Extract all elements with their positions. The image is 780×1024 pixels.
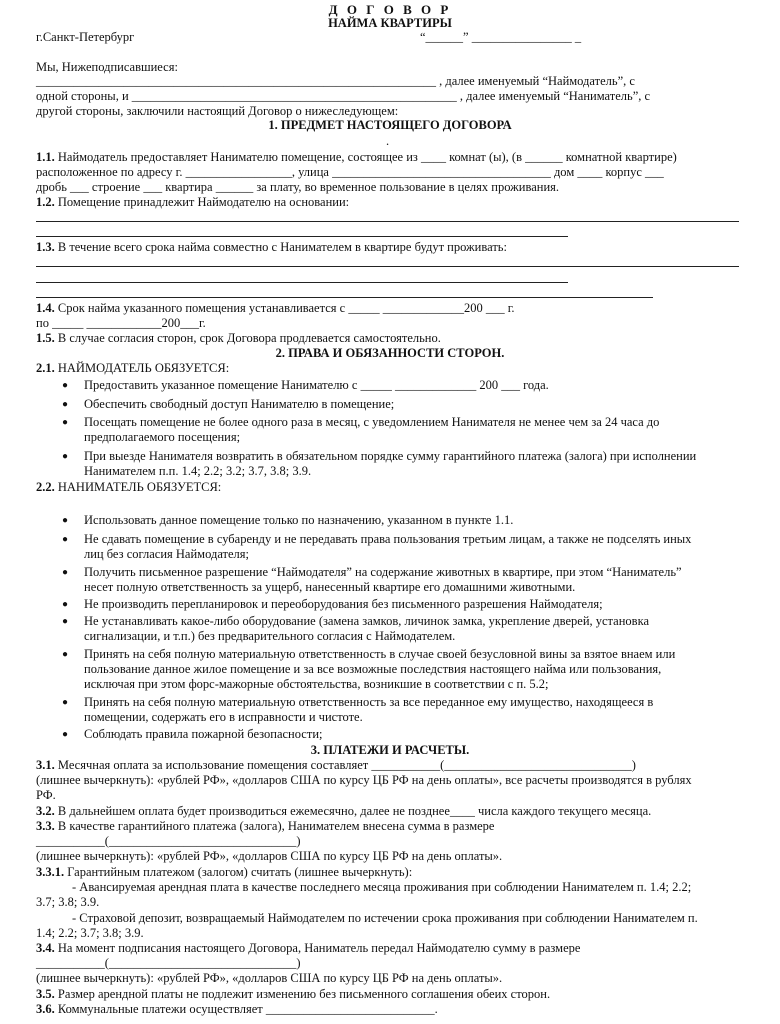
- clause-1-1-line-3: дробь ___ строение ___ квартира ______ за плату, во временное пользование в целях проживания.: [36, 180, 560, 194]
- clause-3-2-text: В дальнейшем оплата будет производиться ежемесячно, далее не позднее____ числа каждого текущего месяца.: [57, 804, 652, 818]
- clause-3-5-number: 3.5.: [36, 987, 55, 1001]
- clause-3-1-number: 3.1.: [36, 758, 55, 772]
- blank-line: [36, 236, 568, 237]
- section-1-heading: 1. ПРЕДМЕТ НАСТОЯЩЕГО ДОГОВОРА: [268, 118, 512, 132]
- tenant-duty-2: Не сдавать помещение в субаренду и не передавать права пользования третьим лицам, а также не подселять иных: [84, 532, 692, 546]
- clause-2-1: [36, 361, 229, 376]
- clause-1-1: [36, 150, 677, 165]
- clause-1-2: [36, 195, 349, 210]
- clause-3-5-text: Размер арендной платы не подлежит изменению без письменного соглашения обеих сторон.: [57, 987, 551, 1001]
- clause-2-1-number: 2.1.: [36, 361, 55, 375]
- bullet-icon: ●: [62, 534, 69, 545]
- clause-1-5-text: В случае согласия сторон, срок Договора продлевается самостоятельно.: [57, 331, 441, 345]
- city: г.Санкт-Петербург: [36, 30, 135, 44]
- document-subtitle: НАЙМА КВАРТИРЫ: [328, 16, 452, 30]
- tenant-duty-6: Принять на себя полную материальную ответственность в случае своей безусловной вины за взятое внаем или: [84, 647, 676, 661]
- contract-date: “______” ________________ _: [420, 30, 582, 44]
- blank-line: [36, 282, 568, 283]
- clause-3-1-line-2: (лишнее вычеркнуть): «рублей РФ», «долларов США по курсу ЦБ РФ на день оплаты», все расчеты производятся в рублях: [36, 773, 692, 787]
- clause-3-3-text: В качестве гарантийного платежа (залога), Нанимателем внесена сумма в размере: [57, 819, 495, 833]
- clause-3-2: [36, 804, 651, 819]
- intro-line-3: одной стороны, и ____________________________________________________ , далее именуемый “Наниматель”, с: [36, 89, 651, 103]
- bullet-icon: ●: [62, 729, 69, 740]
- deposit-option-1: - Авансируемая арендная плата в качестве последнего месяца проживания при соблюдении Нанимателем п. 1.4; 2.2;: [72, 880, 692, 894]
- clause-3-4-line-3: (лишнее вычеркнуть): «рублей РФ», «долларов США по курсу ЦБ РФ на день оплаты».: [36, 971, 503, 985]
- tenant-duty-4: Не производить перепланировок и переоборудования без письменного разрешения Наймодателя;: [84, 597, 603, 611]
- clause-1-2-text: Помещение принадлежит Наймодателю на основании:: [57, 195, 350, 209]
- blank-line: [36, 297, 653, 298]
- intro-line-1: Мы, Нижеподписавшиеся:: [36, 60, 178, 74]
- tenant-duty-5: Не устанавливать какое-либо оборудование (замена замков, личинок замка, укрепление дверей, установка: [84, 614, 649, 628]
- bullet-icon: ●: [62, 649, 69, 660]
- clause-2-2-text: НАНИМАТЕЛЬ ОБЯЗУЕТСЯ:: [57, 480, 222, 494]
- tenant-duty-3-line-2: несет полную ответственность за ущерб, нанесенный квартире его домашними животными.: [84, 580, 576, 594]
- blank-line: [36, 221, 739, 222]
- clause-2-1-text: НАЙМОДАТЕЛЬ ОБЯЗУЕТСЯ:: [57, 361, 230, 375]
- landlord-duty-3: Посещать помещение не более одного раза в месяц, с уведомлением Нанимателя не менее чем за 24 часа до: [84, 415, 660, 429]
- clause-3-1-text: Месячная оплата за использование помещения составляет ___________(______________________________): [57, 758, 636, 772]
- bullet-icon: ●: [62, 451, 69, 462]
- tenant-duty-6-line-3: исключая при этом форс-мажорные обстоятельства, возникшие в соответствии с п. 5.2;: [84, 677, 549, 691]
- clause-3-3-number: 3.3.: [36, 819, 55, 833]
- tenant-duty-2-line-2: лиц без согласия Наймодателя;: [84, 547, 250, 561]
- clause-3-4-number: 3.4.: [36, 941, 55, 955]
- clause-1-3-text: В течение всего срока найма совместно с Нанимателем в квартире будут проживать:: [57, 240, 507, 254]
- clause-1-2-number: 1.2.: [36, 195, 55, 209]
- clause-2-2: [36, 480, 221, 495]
- section-2-heading: 2. ПРАВА И ОБЯЗАННОСТИ СТОРОН.: [275, 346, 505, 360]
- landlord-duty-1: Предоставить указанное помещение Нанимателю с _____ _____________ 200 ___ года.: [84, 378, 549, 392]
- bullet-icon: ●: [62, 567, 69, 578]
- tenant-duty-1: Использовать данное помещение только по назначению, указанном в пункте 1.1.: [84, 513, 514, 527]
- clause-1-4-number: 1.4.: [36, 301, 55, 315]
- clause-3-1-line-3: РФ.: [36, 788, 56, 802]
- intro-line-4: другой стороны, заключили настоящий Договор о нижеследующем:: [36, 104, 399, 118]
- clause-3-3-line-2: ___________(______________________________): [36, 834, 301, 848]
- clause-3-5: [36, 987, 550, 1002]
- document-title: Д О Г О В О Р: [328, 2, 452, 17]
- clause-2-2-number: 2.2.: [36, 480, 55, 494]
- tenant-duty-3: Получить письменное разрешение “Наймодателя” на содержание животных в квартире, при этом “Наниматель”: [84, 565, 682, 579]
- intro-line-2: ________________________________________________________________ , далее именуемый “Наймодатель”, с: [36, 74, 635, 88]
- clause-1-3: [36, 240, 507, 255]
- clause-1-1-text: Наймодатель предоставляет Нанимателю помещение, состоящее из ____ комнат (ы), (в ______ комнатной квартире): [57, 150, 677, 164]
- deposit-option-1-line-2: 3.7; 3.8; 3.9.: [36, 895, 100, 909]
- tenant-duty-7: Принять на себя полную материальную ответственность за все переданное ему имущество, находящееся в: [84, 695, 654, 709]
- clause-3-4-line-2: ___________(______________________________): [36, 956, 301, 970]
- landlord-duty-2: Обеспечить свободный доступ Нанимателю в помещение;: [84, 397, 395, 411]
- bullet-icon: ●: [62, 417, 69, 428]
- landlord-duty-3-line-2: предполагаемого посещения;: [84, 430, 241, 444]
- tenant-duty-5-line-2: сигнализации, и т.п.) без предварительного согласия с Наймодателем.: [84, 629, 456, 643]
- clause-1-1-line-2: расположенное по адресу г. _________________, улица ___________________________________ дом ____ корпус ___: [36, 165, 664, 179]
- tenant-duty-8: Соблюдать правила пожарной безопасности;: [84, 727, 323, 741]
- clause-1-4: [36, 301, 515, 316]
- tenant-duty-6-line-2: пользование данное жилое помещение и за все возможные последствия настоящего найма или пользования,: [84, 662, 662, 676]
- deposit-option-2: - Страховой депозит, возвращаемый Наймодателем по истечении срока проживания при соблюдении Нанимателем п.: [72, 911, 698, 925]
- blank-line: [36, 266, 739, 267]
- clause-3-3-1-number: 3.3.1.: [36, 865, 65, 879]
- clause-3-6-text: Коммунальные платежи осуществляет ___________________________.: [57, 1002, 438, 1016]
- clause-3-6-number: 3.6.: [36, 1002, 55, 1016]
- clause-3-1: [36, 758, 636, 773]
- deposit-option-2-line-2: 1.4; 2.2; 3.7; 3.8; 3.9.: [36, 926, 144, 940]
- bullet-icon: ●: [62, 399, 69, 410]
- bullet-icon: ●: [62, 616, 69, 627]
- bullet-icon: ●: [62, 515, 69, 526]
- clause-1-3-number: 1.3.: [36, 240, 55, 254]
- clause-3-3-1: [36, 865, 412, 880]
- landlord-duty-4: При выезде Нанимателя возвратить в обязательном порядке сумму гарантийного платежа (залога) при исполнении: [84, 449, 697, 463]
- tenant-duty-7-line-2: помещении, содержать его в исправности и чистоте.: [84, 710, 363, 724]
- section-3-heading: 3. ПЛАТЕЖИ И РАСЧЕТЫ.: [310, 743, 470, 757]
- clause-3-4-text: На момент подписания настоящего Договора, Наниматель передал Наймодателю сумму в размере: [57, 941, 581, 955]
- clause-3-3: [36, 819, 494, 834]
- bullet-icon: ●: [62, 697, 69, 708]
- clause-3-3-1-text: Гарантийным платежом (залогом) считать (лишнее вычеркнуть):: [67, 865, 413, 879]
- landlord-duty-4-line-2: Нанимателем п.п. 1.4; 2.2; 3.2; 3.7, 3.8; 3.9.: [84, 464, 312, 478]
- bullet-icon: ●: [62, 380, 69, 391]
- clause-1-1-number: 1.1.: [36, 150, 55, 164]
- clause-3-3-line-3: (лишнее вычеркнуть): «рублей РФ», «долларов США по курсу ЦБ РФ на день оплаты».: [36, 849, 503, 863]
- clause-1-4-text: Срок найма указанного помещения устанавливается с _____ _____________200 ___ г.: [57, 301, 515, 315]
- clause-3-6: [36, 1002, 438, 1017]
- clause-3-2-number: 3.2.: [36, 804, 55, 818]
- clause-1-5: [36, 331, 441, 346]
- clause-3-4: [36, 941, 580, 956]
- bullet-icon: ●: [62, 599, 69, 610]
- clause-1-5-number: 1.5.: [36, 331, 55, 345]
- section-1-dot: .: [386, 134, 390, 148]
- clause-1-4-line-2: по _____ ____________200___г.: [36, 316, 206, 330]
